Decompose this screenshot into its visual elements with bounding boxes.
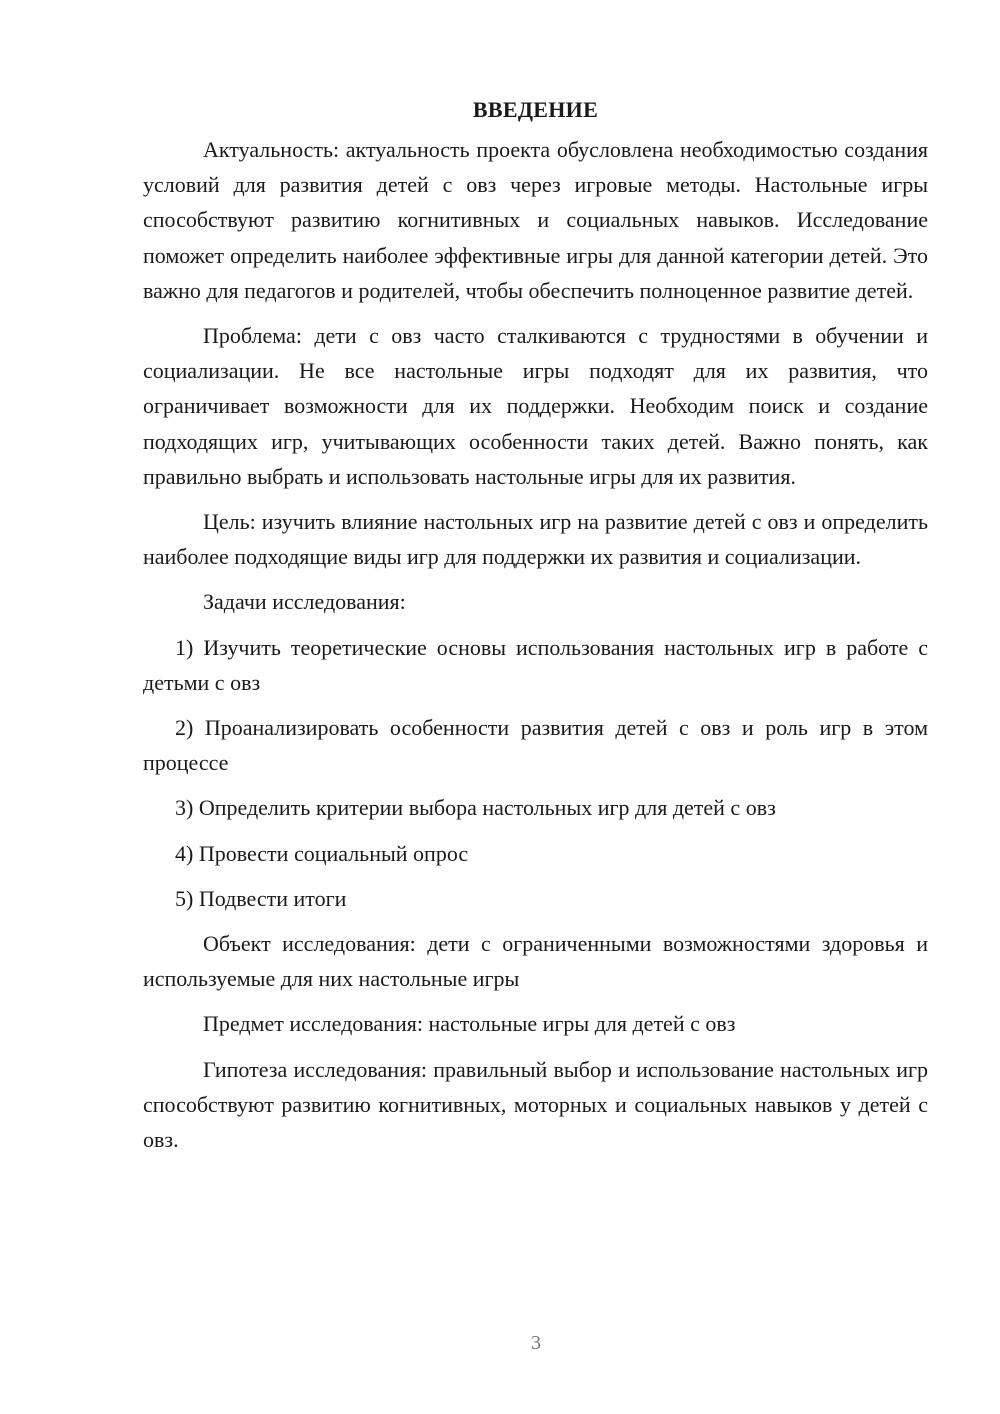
task-item: 4) Провести социальный опрос (175, 840, 469, 866)
tasks-title: Задачи исследования: (203, 589, 406, 615)
tasks-list (143, 630, 928, 916)
task-item: 3) Определить критерии выбора настольных игр для детей с овз (175, 795, 776, 821)
goal-paragraph: Цель: изучить влияние настольных игр на развитие детей с овз и определить наиболее подходящие виды игр для поддержки их развития и социализации. (143, 509, 928, 570)
problem-paragraph: Проблема: дети с овз часто сталкиваются с трудностями в обучении и социализации. Не все настольные игры подходят для их развития, что ограничивает возможности для их поддержки. Необходим поиск и создание подходящих игр, учитывающих особенности таких детей. Важно понять, как правильно выбрать и использовать настольные игры для их развития. (143, 323, 928, 489)
section-heading: ВВЕДЕНИЕ (472, 97, 599, 122)
relevance-paragraph: Актуальность: актуальность проекта обусловлена необходимостью создания условий для развития детей с овз через игровые методы. Настольные игры способствуют развитию когнитивных и социальных навыков. Исследование поможет определить наиболее эффективные игры для данной категории детей. Это важно для педагогов и родителей, чтобы обеспечить полноценное развитие детей. (143, 137, 928, 303)
task-item: 5) Подвести итоги (175, 885, 347, 911)
page-number: 3 (531, 1332, 541, 1354)
task-item: 1) Изучить теоретические основы использования настольных игр в работе с детьми с овз (143, 634, 928, 695)
task-item: 2) Проанализировать особенности развития детей с овз и роль игр в этом процессе (143, 715, 928, 776)
object-paragraph: Объект исследования: дети с ограниченными возможностями здоровья и используемые для них настольные игры (143, 931, 928, 992)
hypothesis-paragraph: Гипотеза исследования: правильный выбор и использование настольных игр способствуют развитию когнитивных, моторных и социальных навыков у детей с овз. (143, 1056, 928, 1153)
subject-paragraph: Предмет исследования: настольные игры для детей с овз (203, 1011, 736, 1037)
document-page (143, 92, 928, 1167)
